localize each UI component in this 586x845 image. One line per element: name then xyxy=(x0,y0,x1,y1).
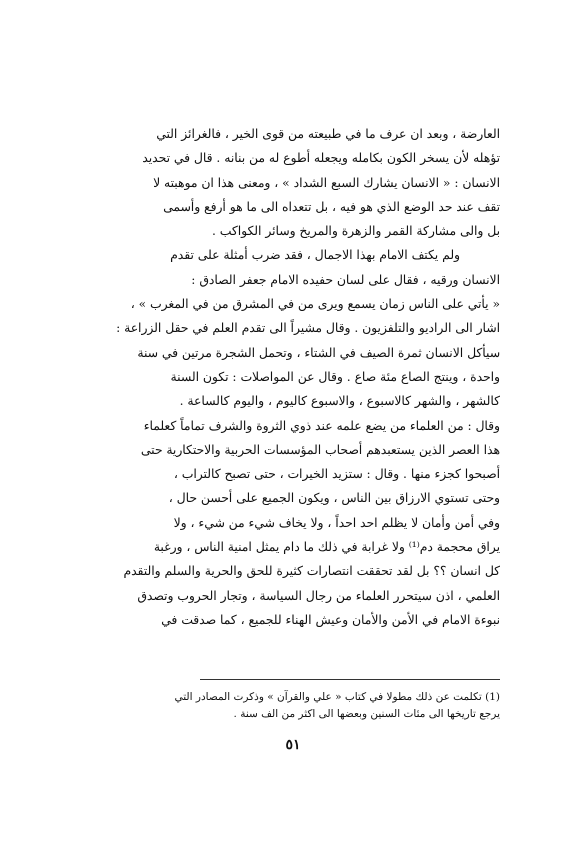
text-line: « يأتي على الناس زمان يسمع ويرى من في المشرق من في المغرب » ، xyxy=(130,297,500,312)
text-line: أصبحوا كجزء منها . وقال : ستزيد الخيرات ، حتى تصبح كالتراب ، xyxy=(173,467,500,482)
text-line: هذا العصر الذين يستعبدهم أصحاب المؤسسات الحربية والاحتكارية حتى xyxy=(140,442,500,457)
text-line: وفي أمن وأمان لا يظلم احد احداً ، ولا يخاف شيء من شيء ، ولا xyxy=(173,515,500,530)
text-line: ولم يكتف الامام بهذا الاجمال ، فقد ضرب أمثلة على تقدم xyxy=(170,248,460,263)
text-line: بل والى مشاركة القمر والزهرة والمريخ وسائر الكواكب . xyxy=(211,224,500,239)
text-line: اشار الى الراديو والتلفزيون . وقال مشيراً الى تقدم العلم في حقل الزراعة : xyxy=(116,321,500,336)
text-line: واحدة ، وينتج الصاع مئة صاع . وقال عن المواصلات : تكون السنة xyxy=(170,369,500,384)
text-line: كل انسان ؟؟ بل لقد تحققت انتصارات كثيرة للحق والحرية والسلم والتقدم xyxy=(123,564,500,579)
footnote-line: يرجع تاريخها الى مئات السنين وبعضها الى اكثر من الف سنة . xyxy=(233,708,500,720)
text-line: وقال : من العلماء من يضع علمه عند ذوي الثروة والشرف تماماً كعلماء xyxy=(143,418,500,433)
footnote-line: (1) تكلمت عن ذلك مطولا في كتاب « علي والقرآن » وذكرت المصادر التي xyxy=(174,691,500,703)
page-number: ٥١ xyxy=(285,737,301,753)
footnote-block xyxy=(72,689,500,723)
text-line: تؤهله لأن يسخر الكون بكامله ويجعله أطوع له من بنانه . قال في تحديد xyxy=(142,151,500,166)
text-line: الانسان : « الانسان يشارك السبع الشداد » ، ومعنى هذا ان موهبته لا xyxy=(153,175,500,190)
text-line: كالشهر ، والشهر كالاسبوع ، والاسبوع كاليوم ، واليوم كالساعة . xyxy=(179,394,500,409)
text-line: يراق محجمة دم⁽¹⁾ ولا غرابة في ذلك ما دام يمثل امنية الناس ، ورغبة xyxy=(153,540,500,555)
text-line: نبوءة الامام في الأمن والأمان وعيش الهناء للجميع ، كما صدقت في xyxy=(161,612,500,627)
text-line: وحتى تستوي الارزاق بين الناس ، ويكون الجميع على أحسن حال ، xyxy=(168,491,500,506)
main-text xyxy=(72,122,500,632)
footnote-divider xyxy=(200,679,500,680)
text-line: العلمي ، اذن سيتحرر العلماء من رجال السياسة ، وتجار الحروب وتصدق xyxy=(137,588,500,603)
text-line: تقف عند حد الوضع الذي هو فيه ، بل تتعداه الى ما هو أرفع وأسمى xyxy=(163,199,500,214)
text-line: الانسان ورقيه ، فقال على لسان حفيده الامام جعفر الصادق : xyxy=(191,272,500,287)
text-line: سيأكل الانسان ثمرة الصيف في الشتاء ، وتحمل الشجرة مرتين في سنة xyxy=(137,345,500,360)
text-line: العارضة ، وبعد ان عرف ما في طبيعته من قوى الخير ، فالغرائز التي xyxy=(156,127,500,141)
